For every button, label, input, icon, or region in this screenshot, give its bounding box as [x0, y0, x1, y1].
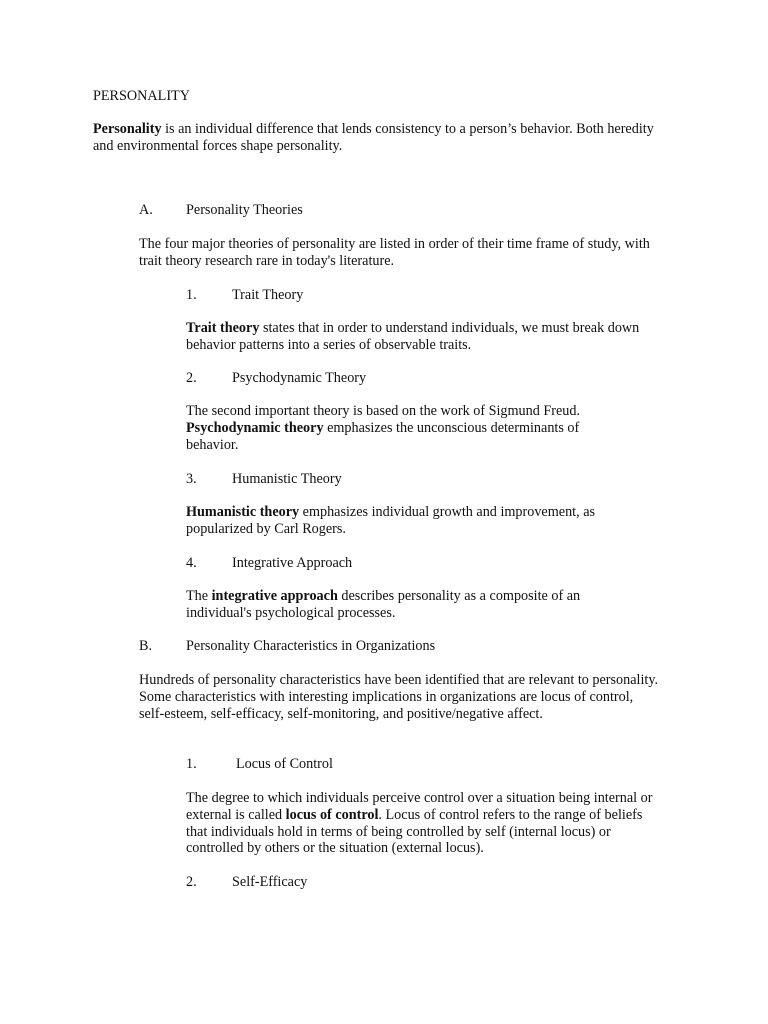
item-a3-title: Humanistic Theory [232, 471, 342, 487]
item-a2-title: Psychodynamic Theory [232, 370, 367, 386]
section-a-title: Personality Theories [186, 202, 303, 218]
item-a2-term: Psychodynamic theory [186, 419, 324, 436]
section-b-paragraph: Hundreds of personality characteristics have been identified that are relevant to personality. Some characteristics with interesting implications in organizations are locus of control, self-esteem, self-efficacy, self-monitoring, and positive/negative affect. [139, 672, 659, 722]
section-b-heading [139, 638, 699, 655]
item-b2-num: 2. [186, 874, 197, 890]
item-b1-heading [186, 756, 706, 773]
item-a3-paragraph: Humanistic theory emphasizes individual growth and improvement, as popularized by Carl Rogers. [186, 504, 596, 537]
section-b-title: Personality Characteristics in Organizations [186, 638, 436, 654]
section-a-letter: A. [139, 202, 153, 218]
item-a1-term: Trait theory [186, 320, 260, 336]
item-b1-paragraph: The degree to which individuals perceive control over a situation being internal or external is called locus of control. Locus of control refers to the range of beliefs that individuals hold in terms of being controlled by self (internal locus) or controlled by others or the situation (external locus). [186, 790, 653, 857]
page-title: PERSONALITY [93, 88, 190, 104]
intro-text: is an individual difference that lends consistency to a person’s behavior. Both heredity and environmental forces shape personality. [93, 121, 654, 154]
item-a4-title: Integrative Approach [232, 555, 353, 571]
item-a3-heading [186, 471, 706, 488]
item-a2-num: 2. [186, 370, 197, 386]
item-b1-title: Locus of Control [236, 756, 333, 772]
item-b1-term: locus of control [285, 806, 379, 823]
section-b-letter: B. [139, 638, 153, 654]
item-a2-paragraph: The second important theory is based on the work of Sigmund Freud. Psychodynamic theory emphasizes the unconscious determinants of behavior. [186, 403, 581, 453]
item-b2-heading [186, 874, 706, 891]
item-a4-paragraph: The integrative approach describes personality as a composite of an individual's psychological processes. [186, 588, 581, 621]
intro-term: Personality [93, 121, 162, 137]
item-a2-heading [186, 370, 706, 387]
section-a-paragraph: The four major theories of personality are listed in order of their time frame of study, with trait theory research rare in today's literature. [139, 236, 650, 269]
item-a1-num: 1. [186, 287, 197, 303]
item-a1-heading [186, 287, 706, 304]
item-a1-paragraph: Trait theory states that in order to understand individuals, we must break down behavior patterns into a series of observable traits. [186, 320, 640, 353]
item-b2-title: Self-Efficacy [232, 874, 308, 890]
item-a4-term: integrative approach [211, 588, 338, 604]
item-a4-heading [186, 555, 706, 572]
section-a-heading [139, 202, 699, 219]
intro-paragraph [93, 121, 668, 155]
item-a1-title: Trait Theory [232, 287, 304, 303]
item-a3-term: Humanistic theory [186, 504, 300, 520]
item-a3-num: 3. [186, 471, 197, 487]
item-a4-num: 4. [186, 555, 197, 571]
item-b1-num: 1. [186, 756, 197, 772]
